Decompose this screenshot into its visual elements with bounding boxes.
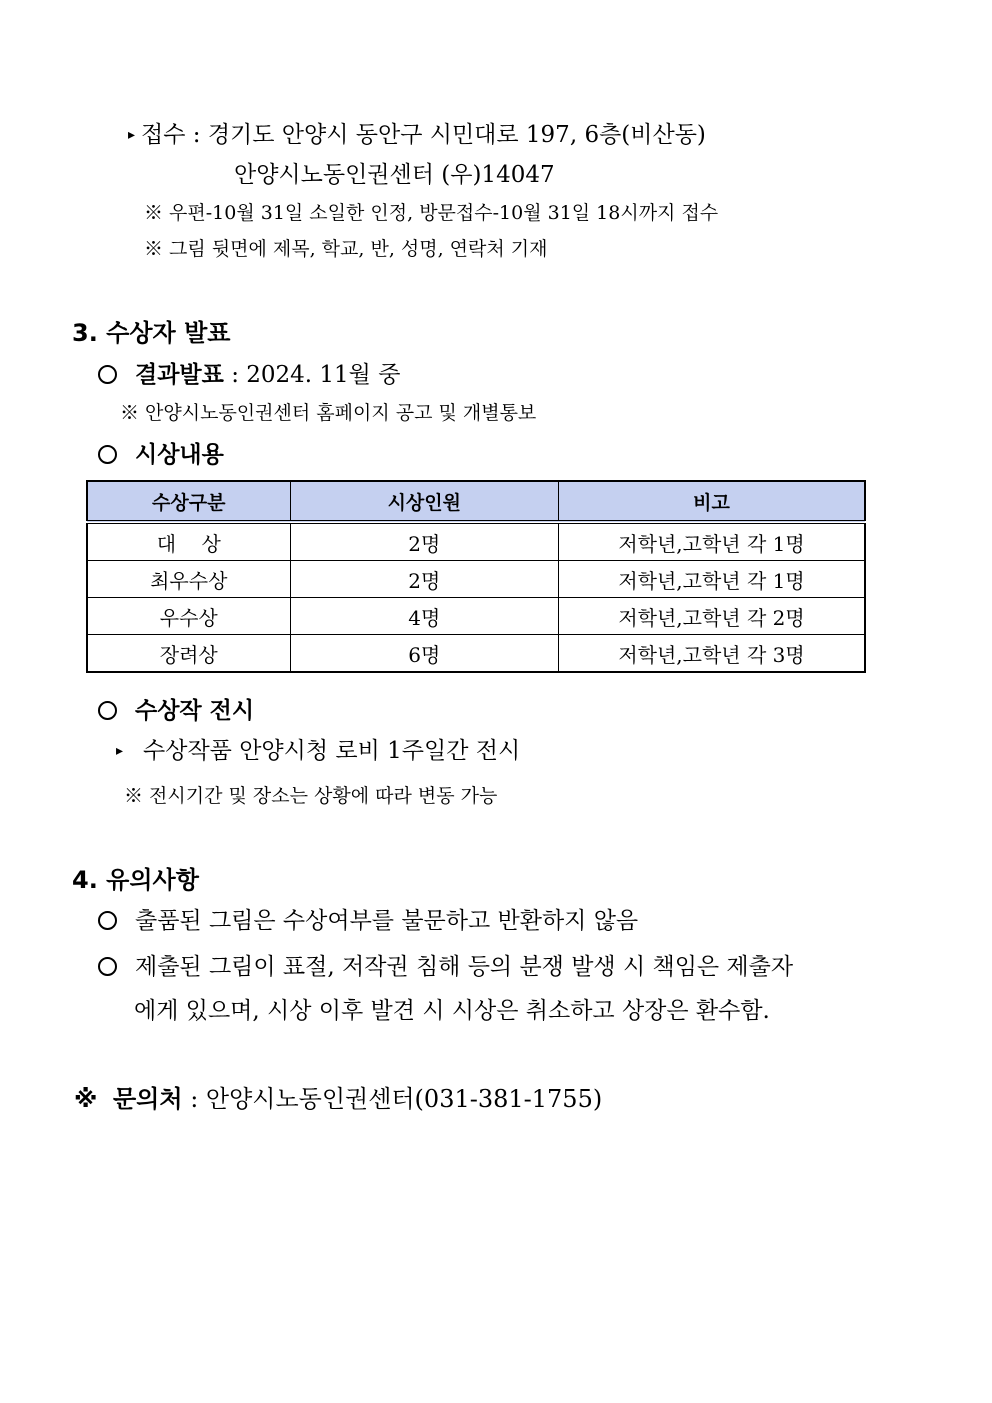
notice-item-1 — [98, 902, 638, 935]
reception-address-line2: 안양시노동인권센터 (우)14047 — [234, 162, 555, 188]
table-row — [87, 561, 865, 598]
prize-title: 시상내용 — [135, 442, 224, 468]
exhibit-item — [116, 732, 520, 765]
exhibit-line — [98, 692, 254, 725]
table-cell: 저학년,고학년 각 3명 — [559, 635, 865, 673]
result-note: ※ 안양시노동인권센터 홈페이지 공고 및 개별통보 — [120, 402, 537, 424]
circle-bullet-icon — [98, 701, 117, 720]
result-announcement-line — [98, 356, 400, 389]
table-cell: 우수상 — [87, 598, 290, 635]
table-header-cell: 시상인원 — [290, 481, 559, 522]
table-cell: 2명 — [290, 522, 559, 561]
result-value: : 2024. 11월 중 — [231, 362, 401, 388]
table-row — [87, 522, 865, 561]
circle-bullet-icon — [98, 911, 117, 930]
table-header-cell: 수상구분 — [87, 481, 290, 522]
section-4-title: 4. 유의사항 — [72, 866, 199, 894]
triangle-bullet-icon: ▸ — [128, 127, 136, 143]
circle-bullet-icon — [98, 957, 117, 976]
circle-bullet-icon — [98, 445, 117, 464]
circle-bullet-icon — [98, 365, 117, 384]
notice-item-2 — [98, 948, 793, 981]
reception-note-2: ※ 그림 뒷면에 제목, 학교, 반, 성명, 연락처 기재 — [144, 238, 548, 260]
contact-label: 문의처 — [112, 1085, 183, 1113]
contact-value: : 안양시노동인권센터(031-381-1755) — [190, 1085, 603, 1113]
table-cell: 저학년,고학년 각 1명 — [559, 522, 865, 561]
table-cell: 2명 — [290, 561, 559, 598]
table-cell: 저학년,고학년 각 2명 — [559, 598, 865, 635]
table-row — [87, 598, 865, 635]
table-cell: 6명 — [290, 635, 559, 673]
reference-mark: ※ — [74, 1085, 98, 1113]
table-header-row — [87, 481, 865, 522]
result-label: 결과발표 — [135, 362, 224, 388]
exhibit-note: ※ 전시기간 및 장소는 상황에 따라 변동 가능 — [124, 785, 498, 807]
table-cell: 저학년,고학년 각 1명 — [559, 561, 865, 598]
table-cell: 최우수상 — [87, 561, 290, 598]
triangle-bullet-icon: ▸ — [116, 743, 124, 759]
reception-line — [128, 116, 706, 149]
table-cell: 대 상 — [87, 522, 290, 561]
exhibit-text: 수상작품 안양시청 로비 1주일간 전시 — [143, 738, 521, 764]
notice-item-2-continuation: 에게 있으며, 시상 이후 발견 시 시상은 취소하고 상장은 환수함. — [134, 998, 770, 1024]
table-cell: 장려상 — [87, 635, 290, 673]
reception-note-1: ※ 우편-10월 31일 소일한 인정, 방문접수-10월 31일 18시까지 접수 — [144, 202, 719, 224]
contact-line — [74, 1079, 602, 1114]
table-row — [87, 635, 865, 673]
notice-item-1-text: 출품된 그림은 수상여부를 불문하고 반환하지 않음 — [135, 908, 639, 934]
notice-item-2-text: 제출된 그림이 표절, 저작권 침해 등의 분쟁 발생 시 책임은 제출자 — [135, 954, 794, 980]
table-header-cell: 비고 — [559, 481, 865, 522]
prize-table — [86, 480, 866, 673]
table-cell: 4명 — [290, 598, 559, 635]
section-3-title: 3. 수상자 발표 — [72, 319, 231, 347]
exhibit-title: 수상작 전시 — [135, 698, 255, 724]
prize-content-line — [98, 436, 224, 469]
reception-label: 접수 : 경기도 안양시 동안구 시민대로 197, 6층(비산동) — [141, 122, 706, 148]
